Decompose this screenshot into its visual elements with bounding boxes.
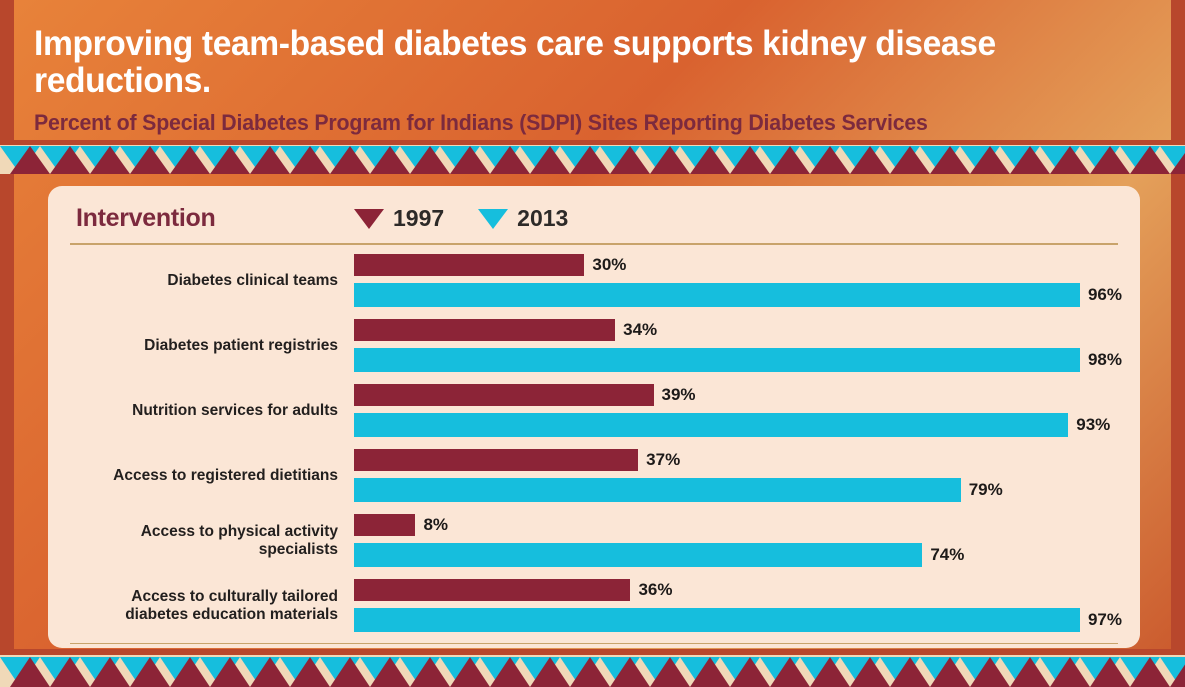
bar-line-2013: [354, 608, 1122, 632]
legend-label-2013: 2013: [517, 205, 569, 231]
bar-value-2013: 74%: [930, 545, 965, 564]
bar-1997: [354, 514, 415, 536]
bar-1997: [354, 384, 654, 406]
row-label: Access to physical activity specialists: [140, 522, 338, 558]
bar-value-1997: 36%: [638, 580, 673, 599]
bar-value-1997: 34%: [623, 320, 658, 339]
page-subtitle: Percent of Special Diabetes Program for Indians (SDPI) Sites Reporting Diabetes Services: [34, 109, 928, 135]
bar-1997: [354, 254, 584, 276]
zigzag-pattern-icon: [0, 649, 1185, 687]
bar-1997: [354, 579, 630, 601]
row-bars: [354, 383, 1122, 439]
bar-line-2013: [354, 543, 1122, 567]
chart-row: [66, 513, 1122, 569]
bar-line-2013: [354, 478, 1122, 502]
bar-line-2013: [354, 283, 1122, 307]
bar-value-1997: 30%: [592, 255, 627, 274]
chart-row: [66, 253, 1122, 309]
row-bars: [354, 578, 1122, 634]
header: [0, 0, 1185, 140]
chart-rows: [66, 245, 1122, 634]
bar-2013: [354, 543, 922, 567]
row-bars: [354, 448, 1122, 504]
chart-row: [66, 448, 1122, 504]
bar-2013: [354, 283, 1080, 307]
bar-line-1997: [354, 383, 1122, 407]
bar-value-2013: 93%: [1076, 415, 1111, 434]
chart-legend: [70, 200, 1118, 245]
chart-row: [66, 578, 1122, 634]
row-bars: [354, 513, 1122, 569]
legend-label-1997: 1997: [393, 205, 445, 231]
row-label: Diabetes clinical teams: [167, 271, 338, 289]
chart-row: [66, 318, 1122, 374]
decorative-band-bottom: [0, 649, 1185, 687]
chart-row: [66, 383, 1122, 439]
bar-value-2013: 79%: [968, 480, 1003, 499]
row-label: Diabetes patient registries: [144, 336, 338, 354]
bar-2013: [354, 478, 961, 502]
intervention-header: Intervention: [76, 204, 216, 232]
bar-line-1997: [354, 448, 1122, 472]
bar-2013: [354, 608, 1080, 632]
bar-value-1997: 39%: [661, 385, 696, 404]
legend-item-2013: [478, 205, 568, 232]
bar-line-2013: [354, 413, 1122, 437]
bar-1997: [354, 319, 615, 341]
zigzag-pattern-icon: [0, 140, 1185, 174]
row-bars: [354, 253, 1122, 309]
chart-card: [48, 186, 1140, 648]
row-bars: [354, 318, 1122, 374]
bar-value-2013: 97%: [1087, 610, 1122, 629]
bar-line-1997: [354, 578, 1122, 602]
row-label: Access to culturally tailored diabetes education materials: [125, 587, 338, 623]
row-label: Access to registered dietitians: [113, 466, 338, 484]
bar-2013: [354, 348, 1080, 372]
decorative-band-top: [0, 140, 1185, 174]
bar-line-1997: [354, 318, 1122, 342]
bar-value-1997: 8%: [423, 515, 449, 534]
bar-2013: [354, 413, 1068, 437]
bar-line-1997: [354, 253, 1122, 277]
bar-value-1997: 37%: [646, 450, 681, 469]
legend-item-1997: [354, 205, 444, 232]
page-title: Improving team-based diabetes care supports kidney disease reductions.: [34, 24, 996, 100]
bar-value-2013: 96%: [1087, 285, 1122, 304]
triangle-marker-icon: [354, 209, 384, 229]
bar-line-2013: [354, 348, 1122, 372]
triangle-marker-icon: [478, 209, 508, 229]
bar-line-1997: [354, 513, 1122, 537]
bar-1997: [354, 449, 638, 471]
row-label: Nutrition services for adults: [132, 401, 338, 419]
bar-value-2013: 98%: [1087, 350, 1122, 369]
